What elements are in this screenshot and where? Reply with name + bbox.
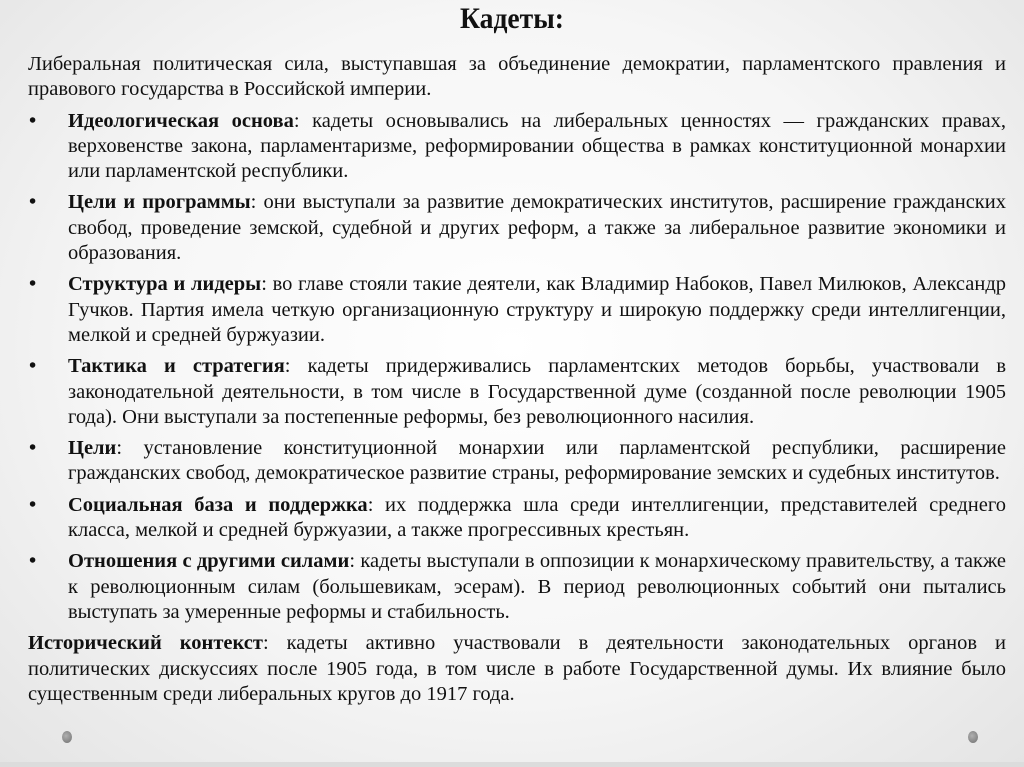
bullet-list — [28, 109, 1006, 626]
slide-title: Кадеты: — [460, 2, 564, 35]
bullet-icon: • — [29, 355, 37, 378]
conclusion-paragraph — [28, 631, 1006, 707]
bullet-item-goals — [28, 436, 1006, 487]
bullet-term: Цели и программы — [68, 191, 251, 214]
bullet-icon: • — [29, 109, 37, 132]
bullet-item-relations — [28, 549, 1006, 625]
bullet-text: : во главе стояли такие деятели, как Владимир Набоков, Павел Милюков, Александр Гучков. Партия имела четкую организационную структуру и широкую поддержку среди интеллигенции, мелкой и средней буржуазии. — [68, 273, 1006, 346]
conclusion-text: : кадеты активно участвовали в деятельности законодательных органов и политических дискуссиях после 1905 года, в том числе в работе Государственной думы. Их влияние было существенным среди либеральных кругов до 1917 года. — [28, 632, 1006, 705]
corner-dot-left-icon — [62, 731, 72, 743]
bullet-text: : установление конституционной монархии или парламентской республики, расширение гражданских свобод, демократическое развитие страны, реформирование земских и судебных институтов. — [68, 437, 1006, 485]
corner-dot-right-icon — [968, 731, 978, 743]
bullet-item-ideology — [28, 109, 1006, 185]
bullet-item-goals-programs — [28, 190, 1006, 266]
slide-content — [28, 52, 1006, 713]
conclusion-term: Исторический контекст — [28, 632, 263, 655]
bullet-item-tactics — [28, 354, 1006, 430]
bullet-term: Структура и лидеры — [68, 273, 262, 296]
bullet-text: : их поддержка шла среди интеллигенции, представителей среднего класса, мелкой и средней буржуазии, а также прогрессивных крестьян. — [68, 493, 1006, 542]
bullet-icon: • — [29, 191, 37, 214]
bullet-icon: • — [29, 493, 37, 516]
bullet-term: Цели — [68, 437, 117, 460]
bullet-item-social-base — [28, 493, 1006, 544]
bullet-term: Идеологическая основа — [68, 109, 294, 132]
bullet-text: : кадеты основывались на либеральных ценностях — гражданских правах, верховенстве закона, парламентаризме, реформировании общества в рамках конституционной монархии или парламентской республики. — [68, 109, 1006, 183]
bullet-text: : кадеты выступали в оппозиции к монархическому правительству, а также к революционным силам (большевикам, эсерам). В период революционных событий они пытались выступать за умеренные реформы и стабильность. — [68, 550, 1006, 623]
bullet-text: : кадеты придерживались парламентских методов борьбы, участвовали в законодательной деятельности, в том числе в Государственной думе (созданной после революции 1905 года). Они выступали за постепенные реформы, без революционного насилия. — [68, 355, 1006, 428]
bullet-icon: • — [29, 273, 37, 296]
bullet-term: Отношения с другими силами — [68, 550, 350, 573]
intro-paragraph: Либеральная политическая сила, выступавшая за объединение демократии, парламентского правления и правового государства в Российской империи. — [28, 53, 1006, 101]
bullet-text: : они выступали за развитие демократических институтов, расширение гражданских свобод, проведение земской, судебной и других реформ, а также за либеральное развитие экономики и образования. — [68, 191, 1006, 265]
bullet-icon: • — [29, 437, 37, 460]
bullet-item-structure-leaders — [28, 272, 1006, 348]
bullet-term: Социальная база и поддержка — [68, 493, 368, 516]
bullet-icon: • — [29, 550, 37, 573]
slide-bottom-edge — [0, 762, 1024, 767]
bullet-term: Тактика и стратегия — [68, 355, 285, 378]
